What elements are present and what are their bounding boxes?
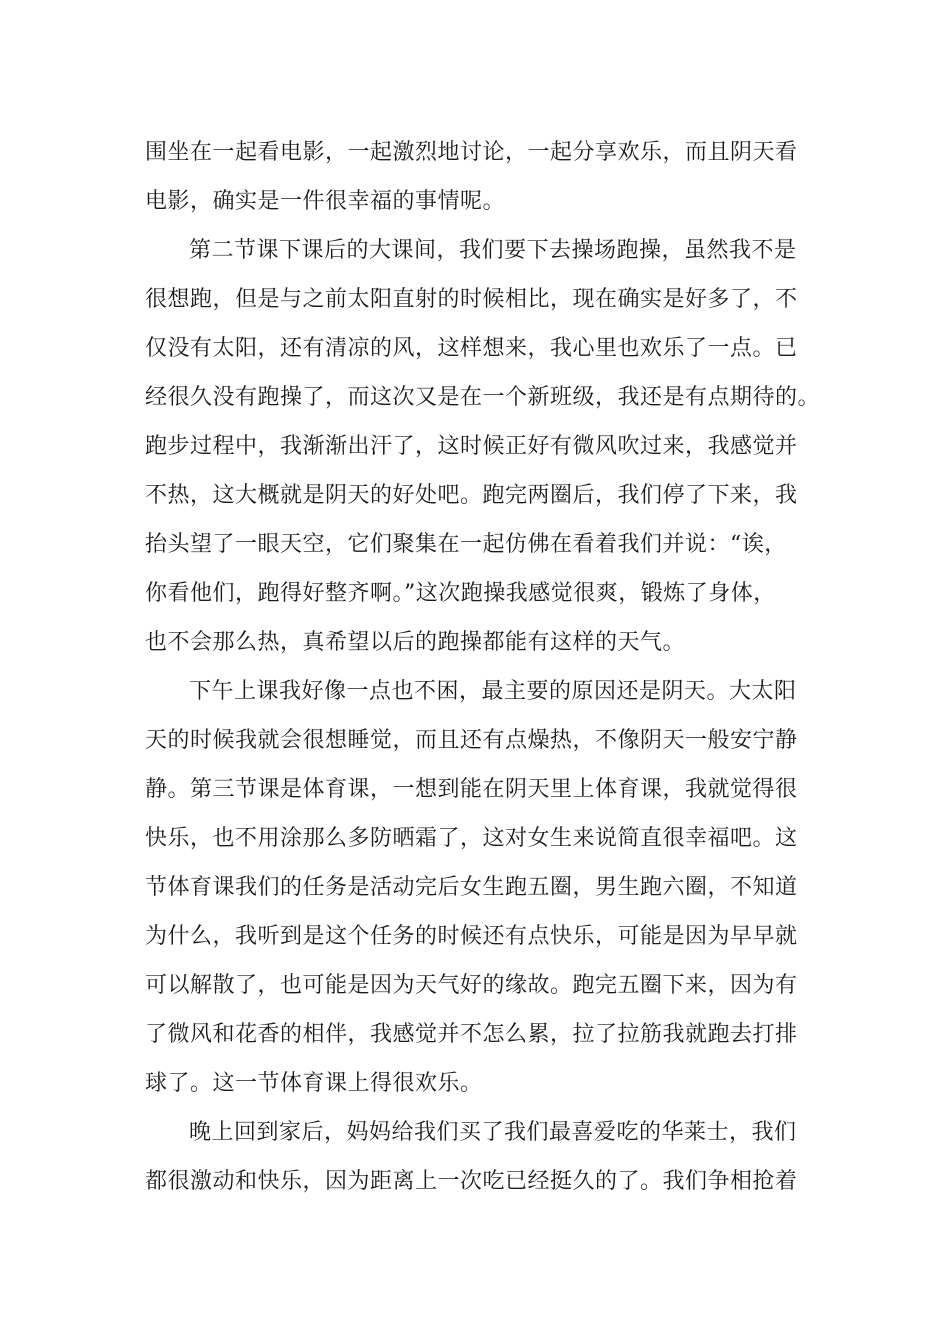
text-line: 仅没有太阳，还有清凉的风，这样想来，我心里也欢乐了一点。已 — [145, 336, 798, 361]
text-line: 很想跑，但是与之前太阳直射的时候相比，现在确实是好多了，不 — [145, 287, 798, 312]
text-line: 抬头望了一眼天空，它们聚集在一起仿佛在看着我们并说：“诶， — [145, 532, 787, 557]
text-line: 静。第三节课是体育课，一想到能在阴天里上体育课，我就觉得很 — [145, 777, 798, 802]
paragraph-start-line: 下午上课我好像一点也不困，最主要的原因还是阴天。大太阳 — [189, 679, 797, 704]
document-body — [145, 128, 821, 1206]
text-line: 围坐在一起看电影，一起激烈地讨论，一起分享欢乐，而且阴天看 — [145, 140, 798, 165]
paragraph-start-line: 晚上回到家后，妈妈给我们买了我们最喜爱吃的华莱士，我们 — [189, 1120, 797, 1145]
text-line: 都很激动和快乐，因为距离上一次吃已经挺久的了。我们争相抢着 — [145, 1169, 798, 1194]
text-line: 天的时候我就会很想睡觉，而且还有点燥热，不像阴天一般安宁静 — [145, 728, 798, 753]
text-line: 为什么，我听到是这个任务的时候还有点快乐，可能是因为早早就 — [145, 924, 798, 949]
text-line: 也不会那么热，真希望以后的跑操都能有这样的天气。 — [145, 630, 686, 655]
text-line: 你看他们，跑得好整齐啊。”这次跑操我感觉很爽，锻炼了身体， — [145, 581, 776, 606]
text-line: 快乐，也不用涂那么多防晒霜了，这对女生来说简直很幸福吧。这 — [145, 826, 798, 851]
paragraph-start-line: 第二节课下课后的大课间，我们要下去操场跑操，虽然我不是 — [189, 238, 797, 263]
text-line: 可以解散了，也可能是因为天气好的缘故。跑完五圈下来，因为有 — [145, 973, 798, 998]
text-line: 节体育课我们的任务是活动完后女生跑五圈，男生跑六圈，不知道 — [145, 875, 798, 900]
text-line: 了微风和花香的相伴，我感觉并不怎么累，拉了拉筋我就跑去打排 — [145, 1022, 798, 1047]
text-line: 不热，这大概就是阴天的好处吧。跑完两圈后，我们停了下来，我 — [145, 483, 798, 508]
text-line: 球了。这一节体育课上得很欢乐。 — [145, 1071, 483, 1096]
text-line: 跑步过程中，我渐渐出汗了，这时候正好有微风吹过来，我感觉并 — [145, 434, 798, 459]
text-line: 经很久没有跑操了，而这次又是在一个新班级，我还是有点期待的。 — [145, 385, 821, 410]
text-line: 电影，确实是一件很幸福的事情呢。 — [145, 189, 506, 214]
